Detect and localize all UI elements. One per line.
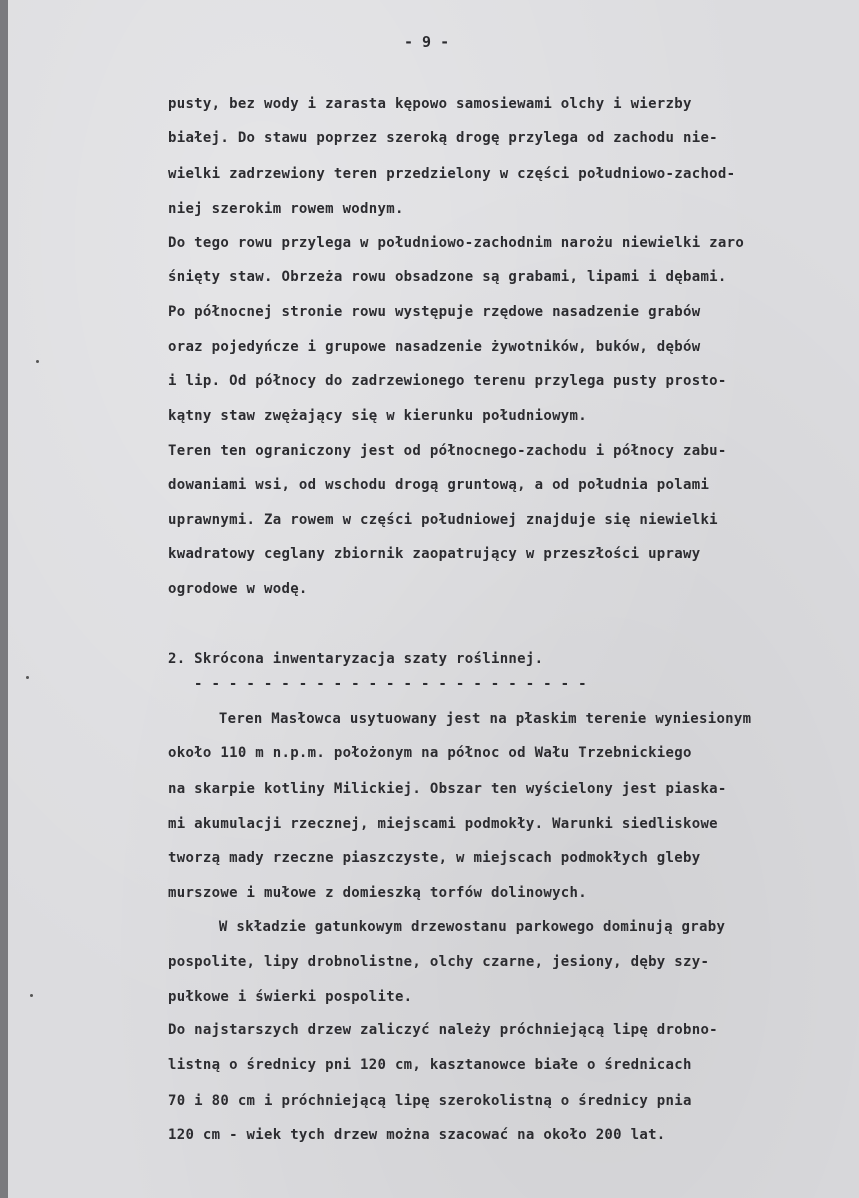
text-line: mi akumulacji rzecznej, miejscami podmokły. Warunki siedliskowe xyxy=(168,816,718,832)
text-line: wielki zadrzewiony teren przedzielony w części południowo-zachod- xyxy=(168,166,736,182)
text-line: na skarpie kotliny Milickiej. Obszar ten wyścielony jest piaska- xyxy=(168,781,727,797)
page-number: - 9 - xyxy=(404,33,450,51)
scan-speck xyxy=(36,360,39,363)
section-heading: 2. Skrócona inwentaryzacja szaty roślinnej. xyxy=(168,651,544,667)
text-line: 120 cm - wiek tych drzew można szacować na około 200 lat. xyxy=(168,1127,666,1143)
text-line: pusty, bez wody i zarasta kępowo samosiewami olchy i wierzby xyxy=(168,96,692,112)
text-line: pułkowe i świerki pospolite. xyxy=(168,989,413,1005)
text-line: tworzą mady rzeczne piaszczyste, w miejscach podmokłych gleby xyxy=(168,850,701,866)
text-line: murszowe i mułowe z domieszką torfów dolinowych. xyxy=(168,885,587,901)
text-line: oraz pojedyńcze i grupowe nasadzenie żywotników, buków, dębów xyxy=(168,339,701,355)
text-line: Teren ten ograniczony jest od północnego-zachodu i północy zabu- xyxy=(168,443,727,459)
text-line: W składzie gatunkowym drzewostanu parkowego dominują graby xyxy=(184,919,726,935)
text-line: pospolite, lipy drobnolistne, olchy czarne, jesiony, dęby szy- xyxy=(168,954,710,970)
text-line: około 110 m n.p.m. położonym na północ od Wału Trzebnickiego xyxy=(168,745,692,761)
text-line: kwadratowy ceglany zbiornik zaopatrujący w przeszłości uprawy xyxy=(168,546,701,562)
text-line: ogrodowe w wodę. xyxy=(168,581,308,597)
text-line: uprawnymi. Za rowem w części południowej znajduje się niewielki xyxy=(168,512,718,528)
text-line: 70 i 80 cm i próchniejącą lipę szerokolistną o średnicy pnia xyxy=(168,1093,692,1109)
scan-speck xyxy=(30,994,33,997)
text-line: białej. Do stawu poprzez szeroką drogę przylega od zachodu nie- xyxy=(168,130,718,146)
text-line: Do tego rowu przylega w południowo-zachodnim narożu niewielki zaro xyxy=(168,235,745,251)
text-line: Po północnej stronie rowu występuje rzędowe nasadzenie grabów xyxy=(168,304,701,320)
text-line: i lip. Od północy do zadrzewionego terenu przylega pusty prosto- xyxy=(168,373,727,389)
text-line: kątny staw zwężający się w kierunku południowym. xyxy=(168,408,587,424)
scan-speck xyxy=(26,676,29,679)
text-line: Do najstarszych drzew zaliczyć należy próchniejącą lipę drobno- xyxy=(168,1022,718,1038)
text-line: Teren Masłowca usytuowany jest na płaskim terenie wyniesionym xyxy=(184,711,752,727)
heading-underline: - - - - - - - - - - - - - - - - - - - - - - - xyxy=(194,676,587,692)
text-line: śnięty staw. Obrzeża rowu obsadzone są grabami, lipami i dębami. xyxy=(168,269,727,285)
text-line: listną o średnicy pni 120 cm, kasztanowce białe o średnicach xyxy=(168,1057,692,1073)
text-line: niej szerokim rowem wodnym. xyxy=(168,201,404,217)
text-line: dowaniami wsi, od wschodu drogą gruntową, a od południa polami xyxy=(168,477,710,493)
document-page xyxy=(8,0,859,1198)
